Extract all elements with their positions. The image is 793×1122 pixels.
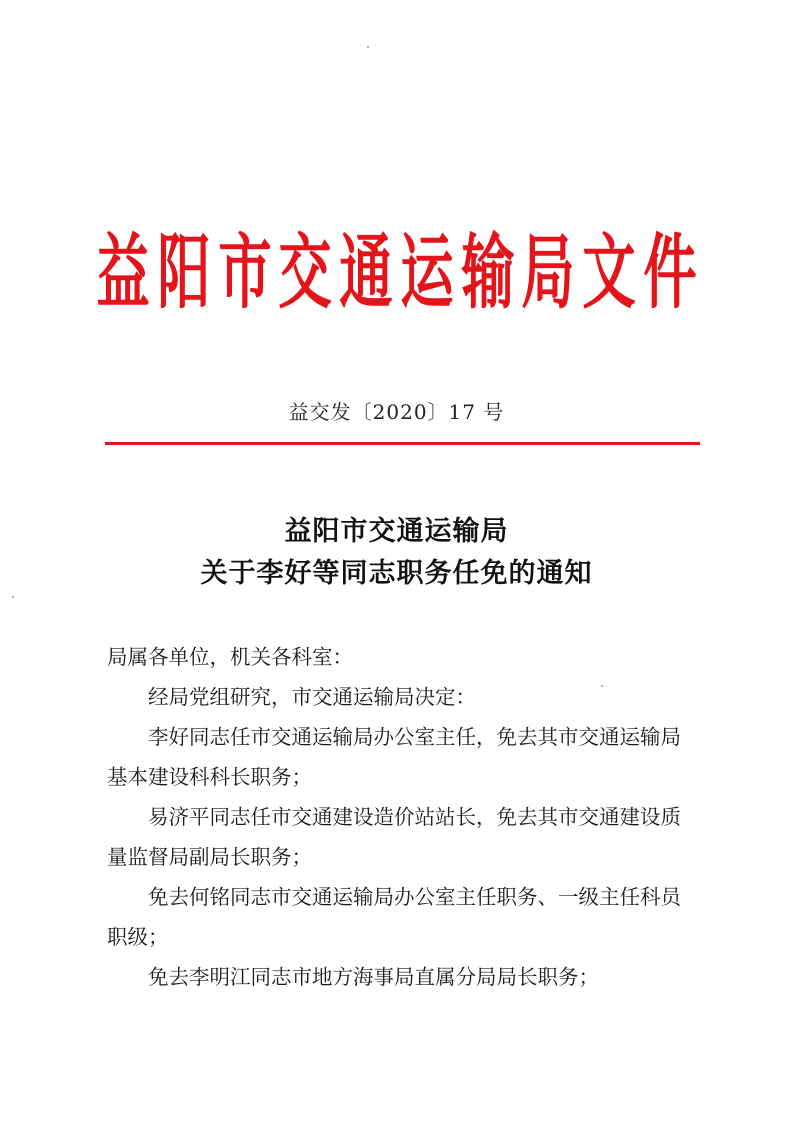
- masthead-char: 件: [643, 225, 697, 321]
- body-paragraph-line: 经局党组研究，市交通运输局决定：: [148, 685, 476, 709]
- masthead-char: 益: [96, 225, 150, 321]
- masthead-char: 输: [460, 225, 515, 321]
- body-paragraph-line: 免去何铭同志市交通运输局办公室主任职务、一级主任科员: [148, 885, 681, 909]
- body-paragraph-line: 易济平同志任市交通建设造价站站长，免去其市交通建设质: [148, 805, 681, 829]
- masthead-char: 交: [278, 225, 332, 321]
- body-paragraph-line: 基本建设科科长职务；: [107, 765, 312, 789]
- scan-speck: [367, 46, 369, 48]
- body-paragraph-line: 李好同志任市交通运输局办公室主任，免去其市交通运输局: [148, 725, 681, 749]
- masthead-char: 市: [217, 225, 272, 321]
- masthead-char: 运: [400, 225, 454, 321]
- notice-title-line-1: 益阳市交通运输局: [284, 516, 509, 547]
- scan-speck: [12, 596, 14, 598]
- document-number: 益交发〔2020〕17 号: [288, 400, 505, 424]
- body-paragraph-line: 量监督局副局长职务；: [107, 845, 312, 869]
- body-paragraph-line: 职级；: [107, 925, 169, 949]
- scan-speck: [601, 685, 603, 687]
- salutation: 局属各单位，机关各科室：: [107, 645, 353, 669]
- masthead-char: 阳: [157, 225, 211, 321]
- masthead-title: [95, 218, 698, 328]
- body-paragraph-line: 免去李明江同志市地方海事局直属分局局长职务；: [148, 965, 599, 989]
- notice-title-line-2: 关于李好等同志职务任免的通知: [200, 558, 593, 589]
- masthead-char: 通: [339, 225, 393, 321]
- masthead-char: 文: [582, 225, 636, 321]
- masthead-char: 局: [521, 225, 575, 321]
- red-separator-line: [105, 442, 700, 445]
